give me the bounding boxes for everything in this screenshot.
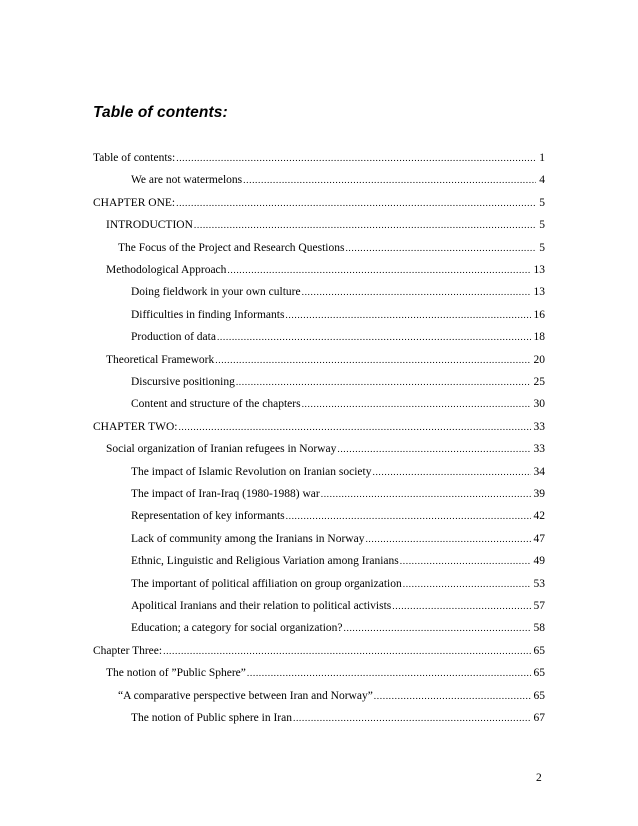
toc-entry-page: 65 <box>533 644 545 657</box>
toc-entry-title: The impact of Islamic Revolution on Iranian society <box>131 465 372 478</box>
toc-entry-page: 33 <box>533 420 545 433</box>
toc-entry-page: 42 <box>533 510 545 523</box>
toc-entry-title: Doing fieldwork in your own culture <box>131 286 301 299</box>
dot-leader <box>176 196 536 211</box>
toc-entry-page: 18 <box>533 331 545 344</box>
dot-leader <box>365 532 530 547</box>
toc-heading: Table of contents: <box>93 104 228 121</box>
toc-entry-title: Content and structure of the chapters <box>131 398 301 411</box>
toc-entry-title: The important of political affiliation on group organization <box>131 577 402 590</box>
toc-entry-title: Production of data <box>131 331 216 344</box>
dot-leader <box>293 711 531 726</box>
toc-entry-title: Difficulties in finding Informants <box>131 308 285 321</box>
toc-entry[interactable] <box>131 464 545 480</box>
toc-entry[interactable] <box>131 307 545 323</box>
toc-entry-page: 34 <box>533 465 545 478</box>
toc-entry-page: 65 <box>533 667 545 680</box>
dot-leader <box>286 509 531 524</box>
toc-entry-title: Methodological Approach <box>106 264 227 276</box>
dot-leader <box>243 173 536 188</box>
toc-entry-title: Ethnic, Linguistic and Religious Variation among Iranians <box>131 555 399 568</box>
toc-entry[interactable] <box>93 150 545 166</box>
dot-leader <box>215 353 530 368</box>
dot-leader <box>374 689 531 704</box>
toc-entry-title: Education; a category for social organization? <box>131 622 343 635</box>
toc-entry-page: 67 <box>533 712 545 724</box>
toc-entry[interactable] <box>131 553 545 569</box>
toc-entry-title: CHAPTER TWO: <box>93 420 178 433</box>
dot-leader <box>285 308 530 323</box>
toc-entry-page: 30 <box>533 398 545 411</box>
toc-entry[interactable] <box>131 486 545 502</box>
toc-entry-page: 1 <box>539 152 545 164</box>
toc-entry-title: Discursive positioning <box>131 376 235 388</box>
toc-entry[interactable] <box>131 329 545 345</box>
toc-entry-page: 39 <box>533 488 545 500</box>
toc-entry-page: 25 <box>533 376 545 388</box>
dot-leader <box>163 644 530 659</box>
toc-entry[interactable] <box>131 598 545 614</box>
dot-leader <box>176 151 536 166</box>
toc-entry[interactable] <box>131 374 545 390</box>
toc-entry[interactable] <box>131 531 545 547</box>
toc-entry-page: 58 <box>533 622 545 635</box>
dot-leader <box>236 375 531 390</box>
toc-entry[interactable] <box>93 643 545 659</box>
dot-leader <box>403 577 531 592</box>
toc-entry-page: 13 <box>533 286 545 299</box>
toc-entry-title: Representation of key informants <box>131 510 285 523</box>
toc-entry[interactable] <box>106 441 545 457</box>
toc-entry-title: The Focus of the Project and Research Questions <box>118 241 345 254</box>
toc-entry-page: 5 <box>539 241 545 254</box>
toc-entry-page: 47 <box>533 532 545 545</box>
toc-entry-title: Social organization of Iranian refugees in Norway <box>106 443 337 456</box>
toc-entry[interactable] <box>106 262 545 278</box>
toc-entry[interactable] <box>131 396 545 412</box>
toc-entry[interactable] <box>93 195 545 211</box>
toc-entry-page: 5 <box>539 196 545 209</box>
toc-entry-title: Table of contents: <box>93 152 176 164</box>
toc-entry-page: 65 <box>533 689 545 702</box>
toc-entry[interactable] <box>93 419 545 435</box>
toc-entry-page: 33 <box>533 443 545 456</box>
toc-entry-title: The notion of Public sphere in Iran <box>131 712 292 724</box>
toc-entry[interactable] <box>118 240 545 256</box>
dot-leader <box>194 218 536 233</box>
toc-entry[interactable] <box>118 688 545 704</box>
dot-leader <box>302 285 531 300</box>
toc-entry-page: 20 <box>533 353 545 366</box>
toc-entry-page: 57 <box>533 600 545 612</box>
dot-leader <box>372 465 530 480</box>
toc-entry[interactable] <box>131 576 545 592</box>
toc-entry-title: Theoretical Framework <box>106 353 215 366</box>
dot-leader <box>337 442 530 457</box>
dot-leader <box>217 330 531 345</box>
toc-entry-page: 4 <box>539 174 545 187</box>
toc-entry-page: 53 <box>533 577 545 590</box>
toc-entry[interactable] <box>131 172 545 188</box>
page-number: 2 <box>536 772 542 784</box>
dot-leader <box>392 599 530 614</box>
toc-entry-title: We are not watermelons <box>131 174 243 187</box>
toc-entry-title: “A comparative perspective between Iran and Norway” <box>118 689 373 702</box>
dot-leader <box>178 420 530 435</box>
toc-entry[interactable] <box>106 352 545 368</box>
toc-entry[interactable] <box>131 710 545 726</box>
toc-entry-page: 5 <box>539 219 545 232</box>
toc-entry-title: Lack of community among the Iranians in Norway <box>131 532 365 545</box>
toc-entry-title: CHAPTER ONE: <box>93 196 176 209</box>
toc-entry-page: 16 <box>533 308 545 321</box>
dot-leader <box>227 263 530 278</box>
toc-entry-title: INTRODUCTION <box>106 219 193 232</box>
toc-entry-page: 13 <box>533 264 545 276</box>
toc-entry[interactable] <box>106 217 545 233</box>
toc-entry[interactable] <box>131 508 545 524</box>
dot-leader <box>344 621 531 636</box>
toc-entry-title: Apolitical Iranians and their relation to political activists <box>131 600 392 612</box>
toc-entry-title: The notion of ”Public Sphere” <box>106 667 246 680</box>
dot-leader <box>400 554 531 569</box>
toc-entry[interactable] <box>106 665 545 681</box>
toc-entry[interactable] <box>131 620 545 636</box>
toc-entry[interactable] <box>131 284 545 300</box>
dot-leader <box>321 487 531 502</box>
dot-leader <box>345 241 536 256</box>
toc-entry-page: 49 <box>533 555 545 568</box>
dot-leader <box>247 666 531 681</box>
toc-entry-title: The impact of Iran-Iraq (1980-1988) war <box>131 488 320 500</box>
toc-entry-title: Chapter Three: <box>93 644 163 657</box>
dot-leader <box>302 397 531 412</box>
